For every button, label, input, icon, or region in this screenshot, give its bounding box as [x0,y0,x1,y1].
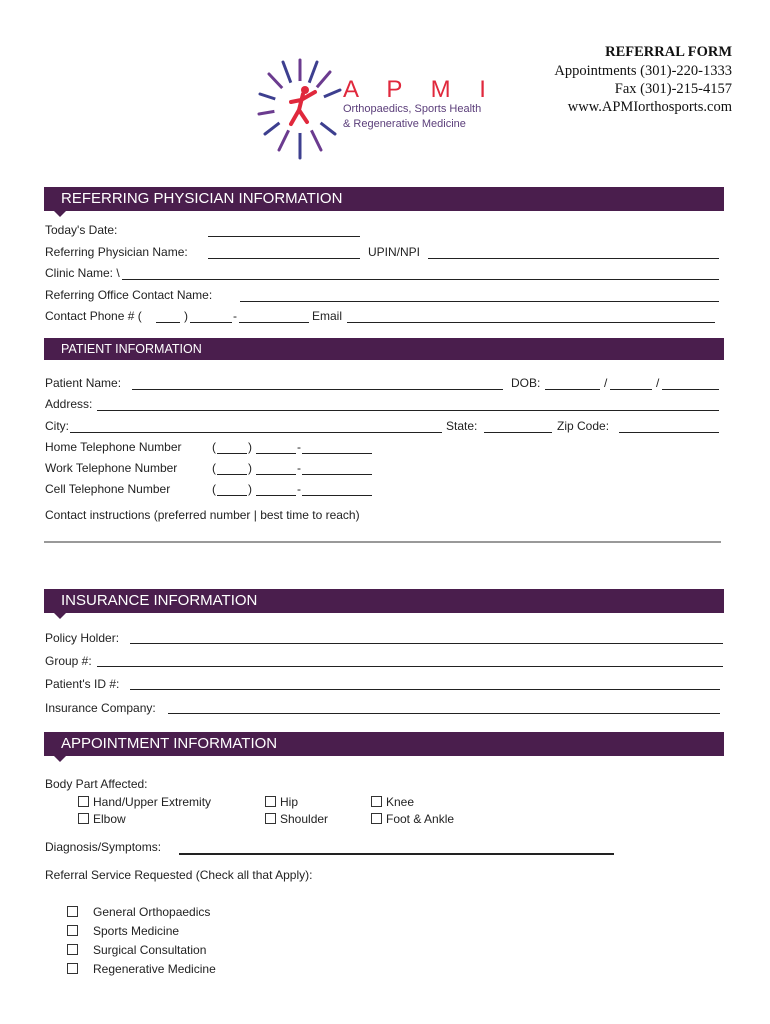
checkbox-icon[interactable] [371,813,382,824]
option-hip[interactable] [265,795,298,809]
option-hand[interactable] [78,795,211,809]
service-label: Regenerative Medicine [93,962,216,976]
paren-close: ) [248,482,252,496]
option-label: Foot & Ankle [386,812,455,826]
website: www.APMIorthosports.com [567,99,732,115]
header-notch [54,756,66,762]
zip-field[interactable] [619,432,719,433]
form-title: REFERRAL FORM [605,44,732,60]
office-contact-field[interactable] [240,301,719,302]
upin-field[interactable] [428,258,719,259]
state-field[interactable] [484,432,552,433]
option-label: Knee [386,795,415,809]
contact-instructions-field[interactable] [44,541,721,543]
checkbox-icon[interactable] [371,796,382,807]
option-label: Hand/Upper Extremity [93,795,212,809]
contact-phone-area[interactable] [156,322,180,323]
home-phone-area[interactable] [217,453,247,454]
cell-phone-line[interactable] [302,495,372,496]
cell-phone-prefix[interactable] [256,495,296,496]
physician-name-field[interactable] [208,258,360,259]
dash: - [297,440,301,454]
option-shoulder[interactable] [265,812,328,826]
service-sports-medicine[interactable] [67,924,179,938]
dob-slash-1: / [604,376,608,390]
header-notch [54,211,66,217]
todays-date-field[interactable] [208,236,360,237]
patient-id-field[interactable] [130,689,720,690]
checkbox-icon[interactable] [67,925,78,936]
referral-service-label: Referral Service Requested (Check all that Apply): [45,868,313,882]
dob-label: DOB: [511,376,541,390]
dob-year[interactable] [662,389,719,390]
option-label: Elbow [93,812,126,826]
work-phone-area[interactable] [217,474,247,475]
paren-open: ( [212,482,216,496]
diagnosis-label: Diagnosis/Symptoms: [45,840,162,854]
dob-slash-2: / [656,376,660,390]
logo-burst-icon [255,52,345,162]
checkbox-icon[interactable] [67,944,78,955]
phone-dash: - [233,309,237,323]
dash: - [297,461,301,475]
checkbox-icon[interactable] [78,796,89,807]
contact-phone-prefix[interactable] [190,322,232,323]
paren-close: ) [248,440,252,454]
dob-month[interactable] [545,389,600,390]
phone-paren: ) [184,309,188,323]
service-regenerative-medicine[interactable] [67,962,216,976]
group-field[interactable] [97,666,723,667]
address-label: Address: [45,397,93,411]
insurance-header: INSURANCE INFORMATION [44,589,724,613]
appointment-header: APPOINTMENT INFORMATION [44,732,724,756]
work-phone-prefix[interactable] [256,474,296,475]
patient-name-label: Patient Name: [45,376,122,390]
work-phone-label: Work Telephone Number [45,461,178,475]
clinic-name-field[interactable] [122,279,719,280]
insurance-company-field[interactable] [168,713,720,714]
checkbox-icon[interactable] [67,906,78,917]
home-phone-label: Home Telephone Number [45,440,182,454]
patient-id-label: Patient's ID #: [45,677,120,691]
contact-phone-line[interactable] [239,322,309,323]
contact-instructions-label: Contact instructions (preferred number | best time to reach) [45,508,360,522]
header-notch [54,613,66,619]
email-field[interactable] [347,322,715,323]
work-phone-line[interactable] [302,474,372,475]
state-label: State: [446,419,478,433]
service-label: Sports Medicine [93,924,180,938]
policy-holder-field[interactable] [130,643,723,644]
insurance-company-label: Insurance Company: [45,701,156,715]
cell-phone-label: Cell Telephone Number [45,482,171,496]
todays-date-label: Today's Date: [45,223,118,237]
checkbox-icon[interactable] [67,963,78,974]
home-phone-line[interactable] [302,453,372,454]
policy-holder-label: Policy Holder: [45,631,120,645]
dob-day[interactable] [610,389,652,390]
service-label: General Orthopaedics [93,905,211,919]
paren-close: ) [248,461,252,475]
service-general-orthopaedics[interactable] [67,905,210,919]
checkbox-icon[interactable] [78,813,89,824]
city-field[interactable] [70,432,442,433]
paren-open: ( [212,440,216,454]
email-label: Email [312,309,343,323]
cell-phone-area[interactable] [217,495,247,496]
contact-phone-label: Contact Phone # ( [45,309,142,323]
diagnosis-field[interactable] [179,853,614,855]
fax-number: Fax (301)-215-4157 [614,81,732,97]
zip-label: Zip Code: [557,419,610,433]
option-elbow[interactable] [78,812,126,826]
logo-tagline-2: & Regenerative Medicine [343,118,466,130]
logo-letters: A P M I [343,76,497,103]
option-knee[interactable] [371,795,414,809]
logo-tagline-1: Orthopaedics, Sports Health [343,103,482,115]
physician-name-label: Referring Physician Name: [45,245,188,259]
address-field[interactable] [97,410,719,411]
patient-name-field[interactable] [132,389,503,390]
appointments-phone: Appointments (301)-220-1333 [554,63,732,79]
home-phone-prefix[interactable] [256,453,296,454]
paren-open: ( [212,461,216,475]
checkbox-icon[interactable] [265,796,276,807]
checkbox-icon[interactable] [265,813,276,824]
patient-header: PATIENT INFORMATION [44,338,724,360]
clinic-name-label: Clinic Name: \ [45,266,120,280]
option-label: Hip [280,795,299,809]
group-label: Group #: [45,654,92,668]
option-foot-ankle[interactable] [371,812,454,826]
upin-label: UPIN/NPI [368,245,421,259]
dash: - [297,482,301,496]
referring-header: REFERRING PHYSICIAN INFORMATION [44,187,724,211]
option-label: Shoulder [280,812,329,826]
city-label: City: [45,419,69,433]
service-label: Surgical Consultation [93,943,207,957]
office-contact-label: Referring Office Contact Name: [45,288,213,302]
service-surgical-consultation[interactable] [67,943,206,957]
body-part-label: Body Part Affected: [45,777,148,791]
